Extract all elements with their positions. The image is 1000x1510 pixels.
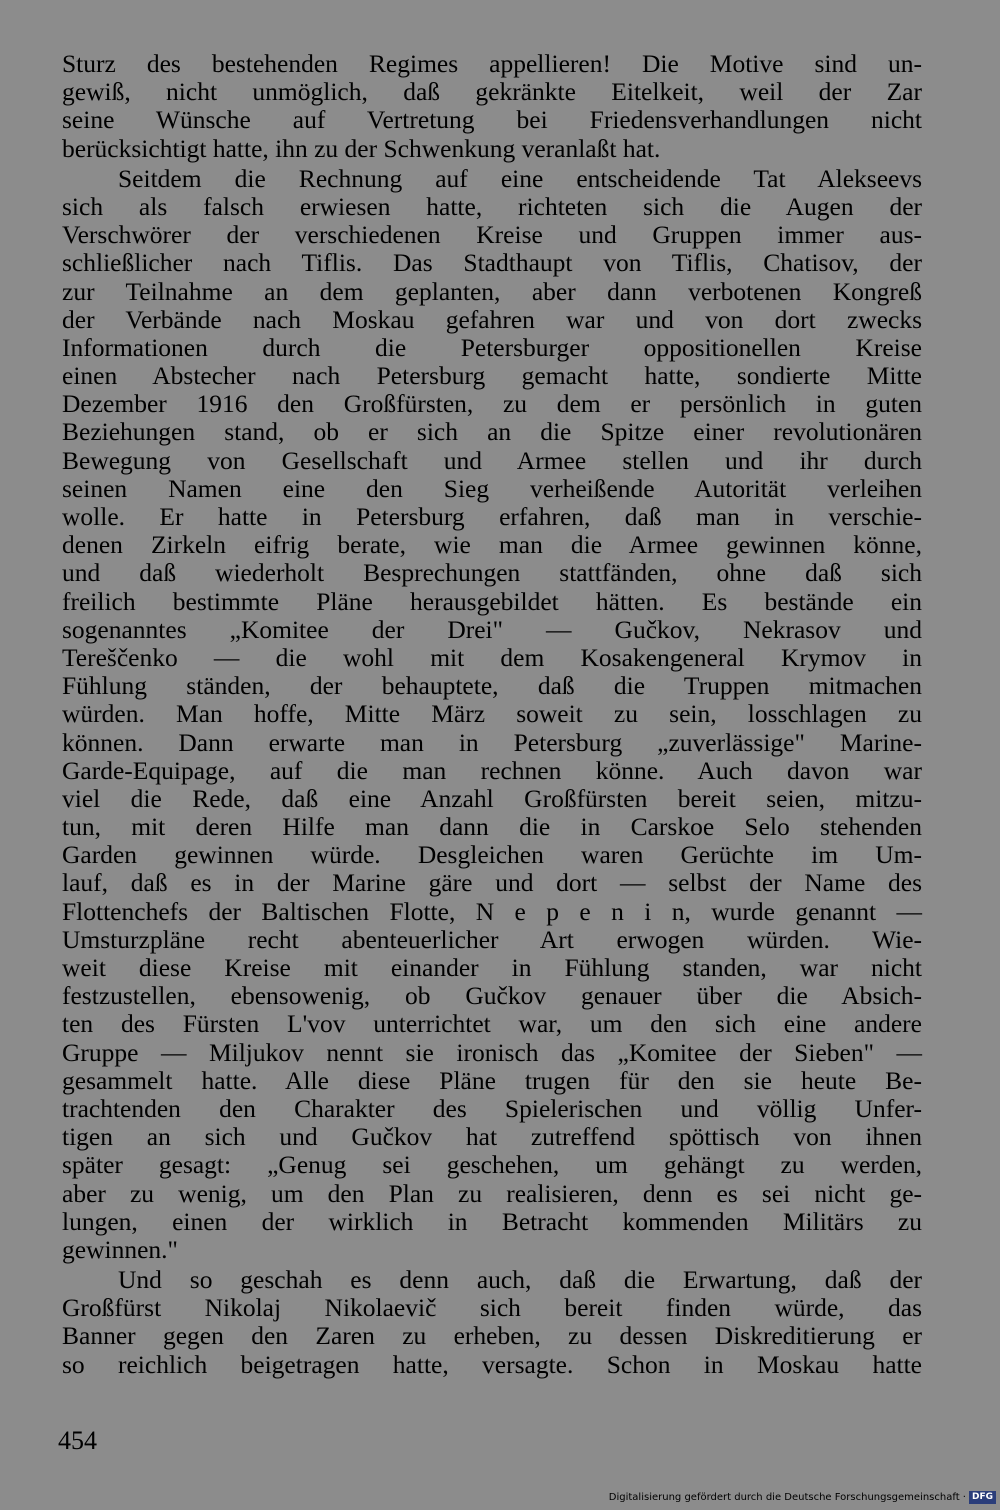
paragraph [62, 1266, 922, 1379]
text-line: lauf, daß es in der Marine gäre und dort — selbst der Name des [62, 868, 922, 898]
text-line: Fühlung ständen, der behauptete, daß die Truppen mitmachen [62, 671, 922, 701]
digitization-credit [609, 1491, 996, 1504]
text-line: zur Teilnahme an dem geplanten, aber dann verbotenen Kongreß [62, 276, 922, 306]
text-line: gewinnen." [62, 1234, 178, 1264]
text-line: Banner gegen den Zaren zu erheben, zu dessen Diskreditierung er [62, 1321, 922, 1351]
text-line: trachtenden den Charakter des Spielerischen und völlig Unfer- [62, 1093, 922, 1123]
page-body-text [62, 50, 922, 1379]
text-line: sogenanntes „Komitee der Drei" — Gučkov, Nekrasov und [62, 614, 922, 644]
text-line: gesammelt hatte. Alle diese Pläne trugen für den sie heute Be- [62, 1065, 922, 1095]
text-line: tun, mit deren Hilfe man dann die in Carskoe Selo stehenden [62, 812, 922, 842]
text-line: Und so geschah es denn auch, daß die Erwartung, daß der [118, 1265, 922, 1295]
text-line: Gruppe — Miljukov nennt sie ironisch das „Komitee der Sieben" — [62, 1037, 922, 1067]
text-line: einen Abstecher nach Petersburg gemacht hatte, sondierte Mitte [62, 361, 922, 391]
text-line: und daß wiederholt Besprechungen stattfänden, ohne daß sich [62, 558, 922, 588]
digitization-credit-text: Digitalisierung gefördert durch die Deutsche Forschungsgemeinschaft · [608, 1492, 966, 1503]
text-line: Verschwörer der verschiedenen Kreise und Gruppen immer aus- [62, 220, 922, 250]
text-line: tigen an sich und Gučkov hat zutreffend spöttisch von ihnen [62, 1122, 922, 1152]
text-line: können. Dann erwarte man in Petersburg „zuverlässige" Marine- [62, 727, 922, 757]
paragraph [62, 50, 922, 163]
text-line: lungen, einen der wirklich in Betracht kommenden Militärs zu [62, 1206, 922, 1236]
text-line: Informationen durch die Petersburger oppositionellen Kreise [62, 332, 922, 362]
text-line: Bewegung von Gesellschaft und Armee stellen und ihr durch [62, 445, 922, 475]
text-line: gewiß, nicht unmöglich, daß gekränkte Eitelkeit, weil der Zar [62, 77, 922, 107]
text-line: der Verbände nach Moskau gefahren war und von dort zwecks [62, 304, 922, 334]
text-line: Flottenchefs der Baltischen Flotte, N e p e n i n, wurde genannt — [62, 896, 922, 926]
text-line: Tereščenko — die wohl mit dem Kosakengeneral Krymov in [62, 642, 922, 672]
text-line: sich als falsch erwiesen hatte, richteten sich die Augen der [62, 191, 922, 221]
text-line: seine Wünsche auf Vertretung bei Friedensverhandlungen nicht [62, 105, 922, 135]
text-line: denen Zirkeln eifrig berate, wie man die Armee gewinnen könne, [62, 530, 922, 560]
text-line: ten des Fürsten L'vov unterrichtet war, um den sich eine andere [62, 1009, 922, 1039]
text-line: berücksichtigt hatte, ihn zu der Schwenkung veranlaßt hat. [62, 133, 661, 163]
text-line: aber zu wenig, um den Plan zu realisieren, denn es sei nicht ge- [62, 1178, 922, 1208]
text-line: Großfürst Nikolaj Nikolaevič sich bereit finden würde, das [62, 1293, 922, 1323]
text-line: würden. Man hoffe, Mitte März soweit zu sein, losschlagen zu [62, 699, 922, 729]
paragraph [62, 165, 922, 1264]
text-line: Sturz des bestehenden Regimes appellieren! Die Motive sind un- [62, 49, 922, 78]
page-number: 454 [58, 1426, 97, 1455]
text-line: schließlicher nach Tiflis. Das Stadthaupt von Tiflis, Chatisov, der [62, 248, 922, 278]
text-line: freilich bestimmte Pläne herausgebildet hätten. Es bestände ein [62, 586, 922, 616]
dfg-logo: DFG [969, 1491, 996, 1504]
text-line: Garde-Equipage, auf die man rechnen könne. Auch davon war [62, 755, 922, 785]
text-line: festzustellen, ebensowenig, ob Gučkov genauer über die Absich- [62, 981, 922, 1011]
text-line: seinen Namen eine den Sieg verheißende Autorität verleihen [62, 473, 922, 503]
text-line: weit diese Kreise mit einander in Fühlung standen, war nicht [62, 953, 922, 982]
text-line: so reichlich beigetragen hatte, versagte. Schon in Moskau hatte [62, 1349, 922, 1379]
text-line: Garden gewinnen würde. Desgleichen waren Gerüchte im Um- [62, 840, 922, 870]
text-line: wolle. Er hatte in Petersburg erfahren, daß man in verschie- [62, 502, 922, 531]
text-line: Dezember 1916 den Großfürsten, zu dem er persönlich in guten [62, 389, 922, 419]
text-line: Umsturzpläne recht abenteuerlicher Art erwogen würden. Wie- [62, 924, 922, 954]
text-line: später gesagt: „Genug sei geschehen, um gehängt zu werden, [62, 1150, 922, 1180]
text-line: Beziehungen stand, ob er sich an die Spitze einer revolutionären [62, 417, 922, 447]
text-line: Seitdem die Rechnung auf eine entscheidende Tat Alekseevs [118, 163, 922, 193]
text-line: viel die Rede, daß eine Anzahl Großfürsten bereit seien, mitzu- [62, 783, 922, 813]
